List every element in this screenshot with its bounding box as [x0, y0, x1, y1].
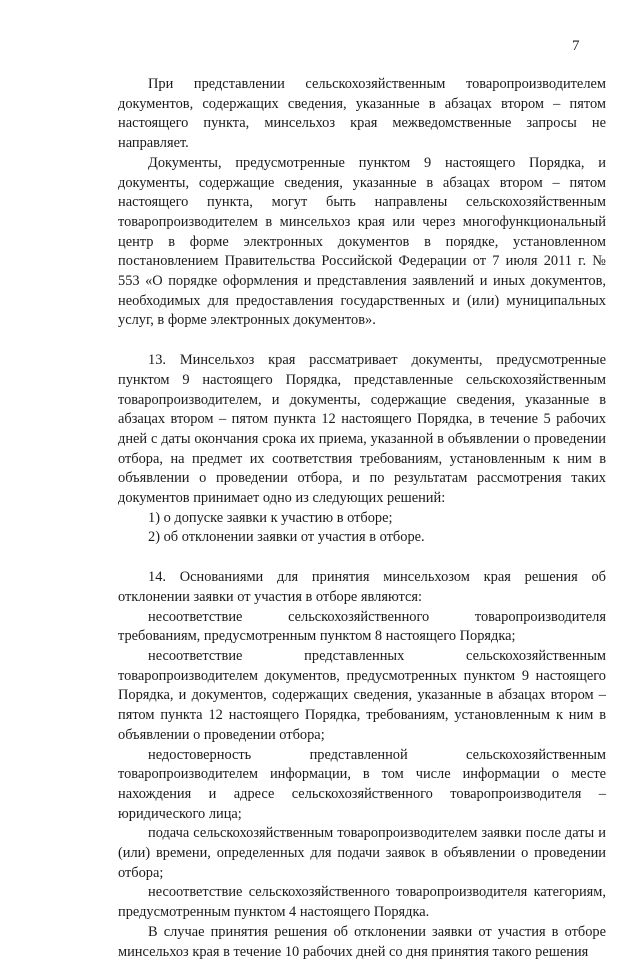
paragraph: несоответствие сельскохозяйственного товаропроизводителя категориям, предусмотренным пунктом 4 настоящего Порядка.: [118, 884, 606, 921]
list-item: 1) о допуске заявки к участию в отборе;: [148, 509, 393, 526]
paragraph-clause-14: 14. Основаниями для принятия минсельхозом края решения об отклонении заявки от участия в отборе являются:: [118, 569, 606, 605]
list-item: 2) об отклонении заявки от участия в отборе.: [148, 529, 425, 546]
paragraph: В случае принятия решения об отклонении заявки от участия в отборе минсельхоз края в течение 10 рабочих дней со дня принятия такого решения: [118, 923, 606, 960]
paragraph: При представлении сельскохозяйственным товаропроизводителем документов, содержащих сведения, указанные в абзацах втором – пятом настоящего пункта, минсельхоз края межведомственные запросы не направляет.: [118, 76, 606, 152]
page-number: 7: [572, 38, 580, 54]
paragraph: несоответствие сельскохозяйственного товаропроизводителя требованиям, предусмотренным пунктом 8 настоящего Порядка;: [118, 608, 606, 645]
paragraph: несоответствие представленных сельскохозяйственным товаропроизводителем документов, предусмотренных пунктом 9 настоящего Порядка, и документов, содержащих сведения, указанные в абзацах втором – пятом пункта 12 настоящего Порядка, требованиям, установленным к ним в объявлении о проведении отбора;: [118, 647, 606, 743]
document-body: [118, 75, 606, 962]
paragraph: недостоверность представленной сельскохозяйственным товаропроизводителем информации, в том числе информации о месте нахождения и адресе сельскохозяйственного товаропроизводителя – юридического лица;: [118, 746, 606, 822]
paragraph: Документы, предусмотренные пунктом 9 настоящего Порядка, и документы, содержащие сведения, указанные в абзацах втором – пятом настоящего пункта, могут быть направлены сельскохозяйственным товаропроизводителем в минсельхоз края или через многофункциональный центр в форме электронных документов в порядке, установленном постановлением Правительства Российской Федерации от 7 июля 2011 г. № 553 «О порядке оформления и представления заявлений и иных документов, необходимых для предоставления государственных и (или) муниципальных услуг, в форме электронных документов».: [118, 154, 606, 329]
paragraph: подача сельскохозяйственным товаропроизводителем заявки после даты и (или) времени, определенных для подачи заявок в объявлении о проведении отбора;: [118, 825, 606, 881]
paragraph-clause-13: 13. Минсельхоз края рассматривает документы, предусмотренные пунктом 9 настоящего Порядка, представленные сельскохозяйственным товаропроизводителем, и документы, содержащие сведения, указанные в абзацах втором – пятом пункта 12 настоящего Порядка, в течение 5 рабочих дней с даты окончания срока их приема, указанной в объявлении о проведении отбора, на предмет их соответствия требованиям, установленным к ним в объявлении о проведении отбора, и по результатам рассмотрения таких документов принимает одно из следующих решений:: [118, 352, 606, 507]
